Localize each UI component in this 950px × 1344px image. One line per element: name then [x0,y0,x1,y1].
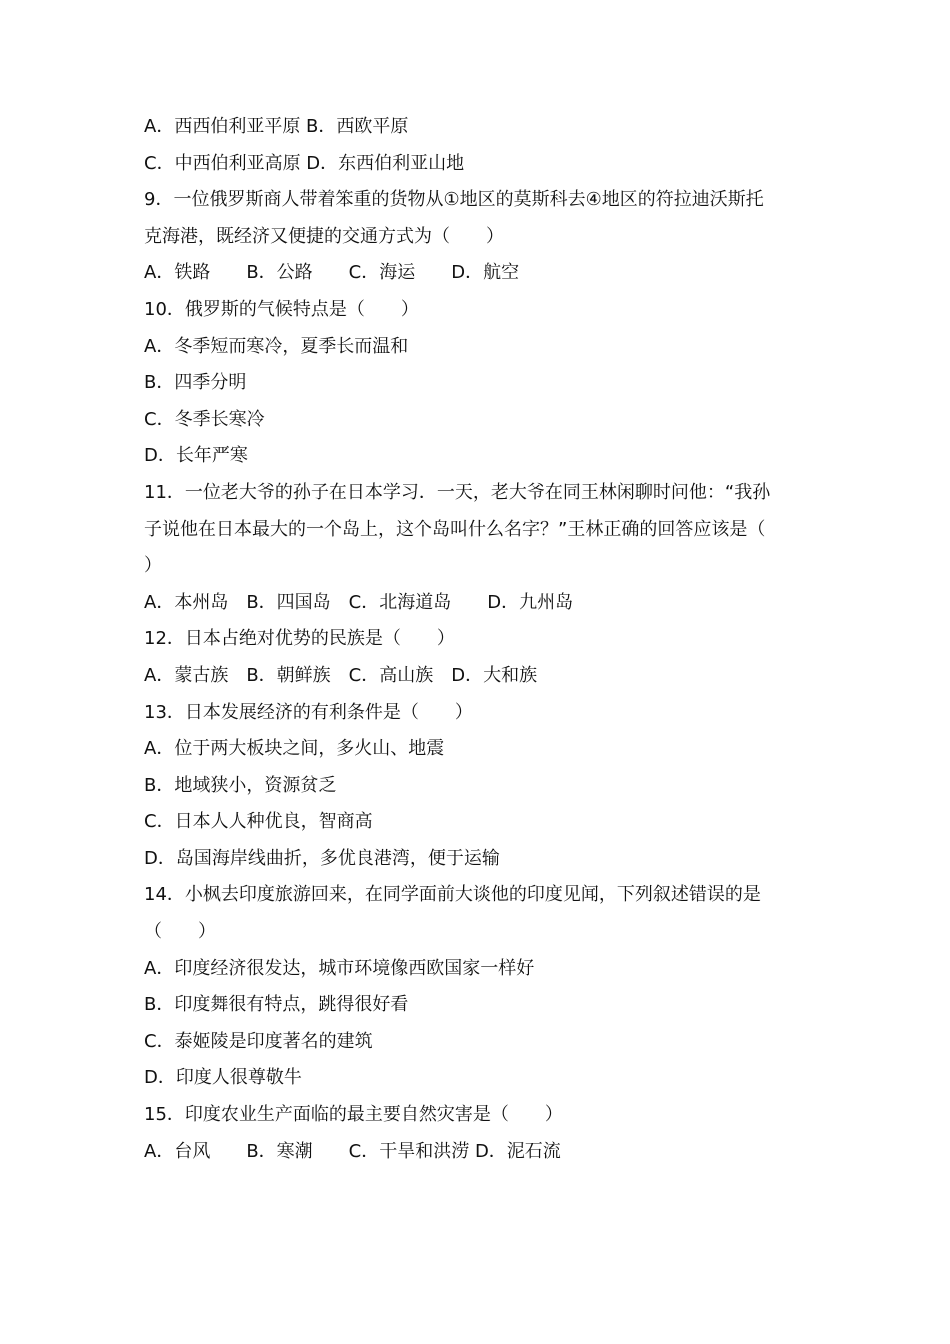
question-11-line-3: ） [144,555,162,577]
question-10-option-d: D．长年严寒 [144,445,248,467]
question-10-stem: 10．俄罗斯的气候特点是（ ） [144,298,419,320]
question-11-options: A．本州岛 B．四国岛 C．北海道岛 D．九州岛 [144,591,574,613]
question-10-option-c: C．冬季长寒冷 [144,408,265,430]
question-14-option-b: B．印度舞很有特点，跳得很好看 [144,994,409,1016]
question-13-option-b: B．地域狭小，资源贫乏 [144,774,337,796]
question-15-stem: 15．印度农业生产面临的最主要自然灾害是（ ） [144,1104,563,1126]
question-12-options: A．蒙古族 B．朝鲜族 C．高山族 D．大和族 [144,664,538,686]
question-12-stem: 12．日本占绝对优势的民族是（ ） [144,628,455,650]
question-13-option-d: D．岛国海岸线曲折，多优良港湾，便于运输 [144,847,500,869]
question-9-line-2: 克海港，既经济又便捷的交通方式为（ ） [144,225,504,247]
option-line-8ab: A．西西伯利亚平原 B．西欧平原 [144,116,409,137]
question-13-option-a: A．位于两大板块之间，多火山、地震 [144,738,445,760]
question-14-option-c: C．泰姬陵是印度著名的建筑 [144,1030,373,1052]
question-9-options: A．铁路 B．公路 C．海运 D．航空 [144,262,520,284]
question-11-line-1: 11．一位老大爷的孙子在日本学习．一天，老大爷在同王林闲聊时问他：“我孙 [144,481,771,503]
question-14-line-1: 14．小枫去印度旅游回来，在同学面前大谈他的印度见闻，下列叙述错误的是 [144,884,761,906]
question-13-stem: 13．日本发展经济的有利条件是（ ） [144,701,473,723]
question-text-block [144,109,814,1170]
question-14-option-a: A．印度经济很发达，城市环境像西欧国家一样好 [144,957,535,979]
question-10-option-b: B．四季分明 [144,372,247,394]
question-13-option-c: C．日本人人种优良，智商高 [144,811,373,833]
question-11-line-2: 子说他在日本最大的一个岛上，这个岛叫什么名字？”王林正确的回答应该是（ [144,518,766,540]
question-9-line-1: 9．一位俄罗斯商人带着笨重的货物从①地区的莫斯科去④地区的符拉迪沃斯托 [144,189,764,211]
option-line-8cd: C．中西伯利亚高原 D．东西伯利亚山地 [144,152,465,174]
question-15-options: A．台风 B．寒潮 C．干旱和洪涝 D．泥石流 [144,1140,561,1162]
question-10-option-a: A．冬季短而寒冷，夏季长而温和 [144,335,409,357]
question-14-line-2: （ ） [144,921,216,943]
question-14-option-d: D．印度人很尊敬牛 [144,1067,302,1089]
